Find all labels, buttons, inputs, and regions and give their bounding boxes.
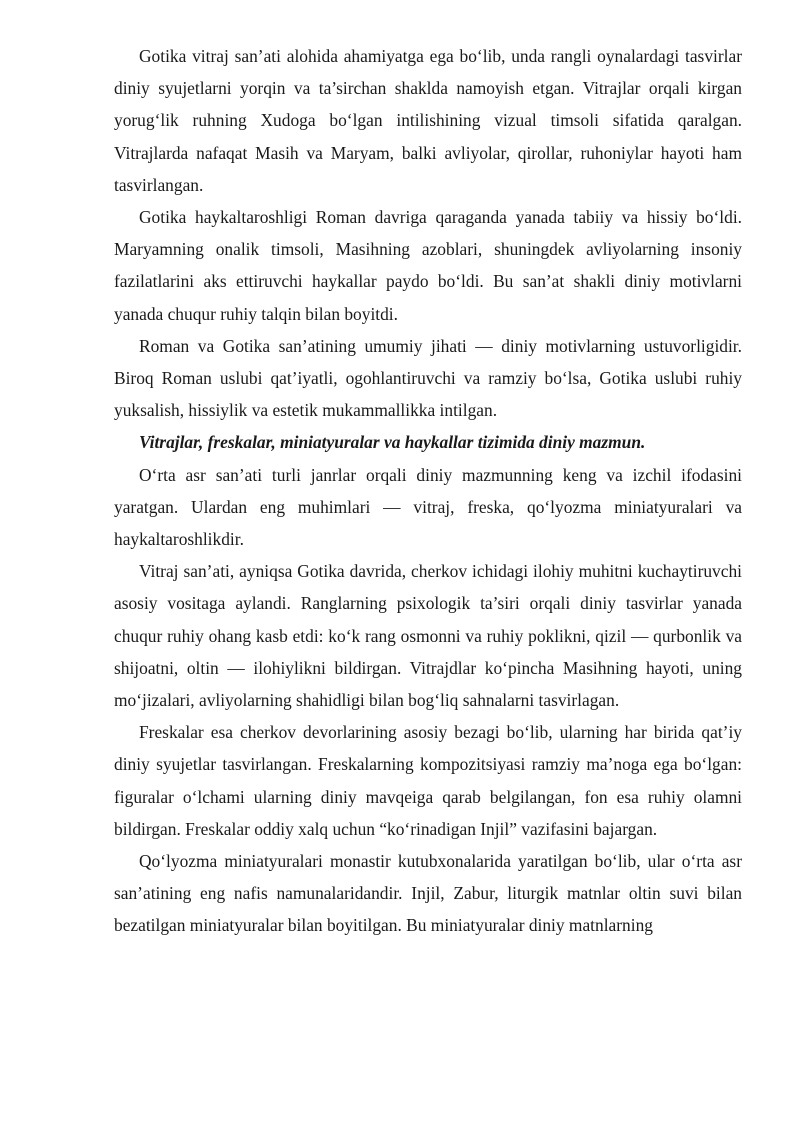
paragraph-frescoes: Freskalar esa cherkov devorlarining asosiy bezagi bo‘lib, ularning har birida qat’iy diniy syujetlar tasvirlangan. Freskalarning kompozitsiyasi ramziy ma’noga ega bo‘lgan: figuralar o‘lchami ularning diniy mavqeiga qarab belgilangan, fon esa ruhiy olamni bildirgan. Freskalar oddiy xalq uchun “ko‘rinadigan Injil” vazifasini bajargan.: [114, 722, 742, 839]
paragraph-stained-glass: Gotika vitraj san’ati alohida ahamiyatga ega bo‘lib, unda rangli oynalardagi tasvirlar diniy syujetlarni yorqin va ta’sirchan shaklda namoyish etgan. Vitrajlar orqali kirgan yorug‘lik ruhning Xudoga bo‘lgan intilishining vizual timsoli sifatida qaralgan. Vitrajlarda nafaqat Masih va Maryam, balki avliyolar, qirollar, ruhoniylar hayoti ham tasvirlangan.: [114, 46, 742, 195]
paragraph-medieval-genres: O‘rta asr san’ati turli janrlar orqali diniy mazmunning keng va izchil ifodasini yaratgan. Ulardan eng muhimlari — vitraj, freska, qo‘lyozma miniatyuralari va haykaltaroshlikdir.: [114, 464, 742, 550]
paragraph-gothic-sculpture: Gotika haykaltaroshligi Roman davriga qaraganda yanada tabiiy va hissiy bo‘ldi. Maryamning onalik timsoli, Masihning azoblari, shuningdek avliyolarning insoniy fazilatlarini aks ettiruvchi haykallar paydo bo‘ldi. Bu san’at shakli diniy motivlarni yanada chuqur ruhiy talqin bilan boyitdi.: [114, 207, 742, 324]
document-page: [114, 40, 742, 942]
paragraph-miniatures: Qo‘lyozma miniatyuralari monastir kutubxonalarida yaratilgan bo‘lib, ular o‘rta asr san’atining eng nafis namunalaridandir. Injil, Zabur, liturgik matnlar oltin suvi bilan bezatilgan miniatyuralar bilan boyitilgan. Bu miniatyuralar diniy matnlarning: [114, 851, 742, 936]
paragraph-roman-gothic-common: Roman va Gotika san’atining umumiy jihati — diniy motivlarning ustuvorligidir. Biroq Roman uslubi qat’iyatli, ogohlantiruvchi va ramziy bo‘lsa, Gotika uslubi ruhiy yuksalish, hissiylik va estetik mukammallikka intilgan.: [114, 335, 742, 421]
section-heading: Vitrajlar, freskalar, miniatyuralar va haykallar tizimida diniy mazmun.: [139, 432, 646, 453]
paragraph-vitraj-art: Vitraj san’ati, ayniqsa Gotika davrida, cherkov ichidagi ilohiy muhitni kuchaytiruvchi asosiy vositaga aylandi. Ranglarning psixologik ta’siri orqali diniy tasvirlar yanada chuqur ruhiy ohang kasb etdi: ko‘k rang osmonni va ruhiy poklikni, qizil — qurbonlik va shijoatni, oltin — ilohiylikni bildirgan. Vitrajdlar ko‘pincha Masihning hayoti, uning mo‘jizalari, avliyolarning shahidligi bilan bog‘liq sahnalarni tasvirlagan.: [114, 561, 742, 711]
